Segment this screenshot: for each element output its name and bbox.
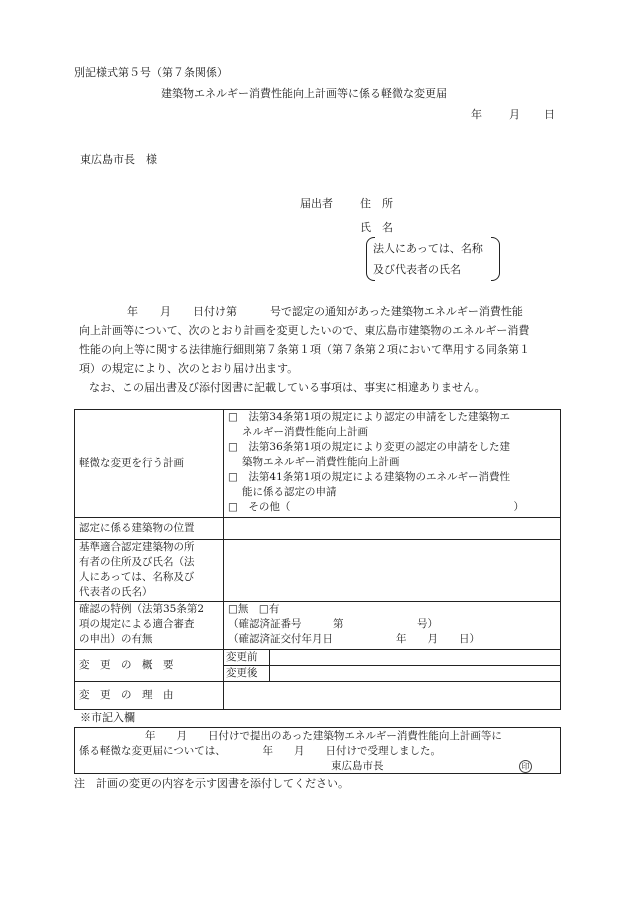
row-location: [75, 518, 561, 540]
name-label: 氏 名: [360, 221, 393, 234]
owner-label: [75, 540, 224, 602]
city-signer: 東広島市長: [331, 760, 384, 772]
footnote: 注 計画の変更の内容を示す図書を添付してください。: [74, 777, 349, 790]
addressee: 東広島市長 様: [80, 153, 157, 166]
city-section-line2: 係る軽微な変更届については、 年 月 日付けで受理しました。: [79, 745, 442, 757]
date-month: 月: [509, 108, 520, 121]
certificate-date: （確認済証交付年月日 年 月 日）: [228, 633, 480, 645]
option-41-cont: 能に係る認定の申請: [242, 486, 337, 498]
notifier-label: 届出者: [300, 197, 333, 210]
reason-label: 変 更 の 理 由: [75, 682, 224, 710]
body-line3: 性能の向上等に関する法律施行細則第７条第１項（第７条第２項において準用する同条第１: [79, 343, 530, 356]
option-other-label: □ その他（: [228, 501, 291, 513]
owner-label-4: 代表者の氏名）: [79, 586, 153, 598]
form-title: 建築物エネルギー消費性能向上計画等に係る軽微な変更届: [161, 87, 447, 100]
certificate-number: （確認済証番号 第 号）: [228, 618, 438, 630]
summary-after-value[interactable]: [270, 666, 561, 682]
city-section-line1: 年 月 日付けで提出のあった建築物エネルギー消費性能向上計画等に: [145, 730, 502, 742]
corp-note-line1: 法人にあっては、名称: [373, 242, 483, 255]
form-reference: 別記様式第５号（第７条関係）: [74, 66, 228, 79]
row-owner: [75, 540, 561, 602]
location-label: 認定に係る建築物の位置: [75, 518, 224, 540]
summary-label: 変 更 の 概 要: [75, 650, 224, 682]
special-label-3: の申出）の有無: [79, 633, 153, 645]
option-other[interactable]: [228, 500, 556, 515]
corp-note-line2: 及び代表者の氏名: [373, 263, 461, 276]
seal-icon: 印: [519, 760, 532, 773]
plan-options: [224, 410, 561, 518]
row-plan: [75, 410, 561, 518]
city-section-box: [74, 727, 561, 774]
special-choice[interactable]: □無 □有: [228, 603, 280, 615]
row-reason: [75, 682, 561, 710]
row-summary-before: [75, 650, 561, 666]
body-line2: 向上計画等について、次のとおり計画を変更したいので、東広島市建築物のエネルギー消費: [79, 324, 530, 337]
date-day: 日: [544, 108, 555, 121]
special-label: [75, 602, 224, 650]
body-paragraph: [79, 302, 559, 397]
special-label-1: 確認の特例（法第35条第2: [79, 603, 205, 615]
summary-after-label: 変更後: [224, 666, 270, 682]
location-value[interactable]: [224, 518, 561, 540]
special-value: [224, 602, 561, 650]
address-label: 住 所: [360, 197, 393, 210]
option-36-cont: 築物エネルギー消費性能向上計画: [242, 456, 400, 468]
option-34[interactable]: □ 法第34条第1項の規定により認定の申請をした建築物エ: [228, 411, 510, 423]
row-special: [75, 602, 561, 650]
owner-label-3: 人にあっては、名称及び: [79, 571, 195, 583]
summary-before-label: 変更前: [224, 650, 270, 666]
special-label-2: 項の規定による適合審査: [79, 618, 195, 630]
option-34-cont: ネルギー消費性能向上計画: [242, 426, 368, 438]
plan-label: 軽微な変更を行う計画: [75, 410, 224, 518]
option-41[interactable]: □ 法第41条第1項の規定による建築物のエネルギー消費性: [228, 471, 510, 483]
body-line5: なお、この届出書及び添付図書に記載している事項は、事実に相違ありません。: [89, 381, 486, 394]
owner-label-2: 有者の住所及び氏名（法: [79, 556, 195, 568]
summary-before-value[interactable]: [270, 650, 561, 666]
body-line1: 年 月 日付け第 号で認定の通知があった建築物エネルギー消費性能: [127, 305, 523, 318]
seal-mark: [519, 759, 532, 773]
option-other-close: ）: [513, 501, 524, 513]
option-36[interactable]: □ 法第36条第1項の規定により変更の認定の申請をした建: [228, 441, 510, 453]
owner-value[interactable]: [224, 540, 561, 602]
reason-value[interactable]: [224, 682, 561, 710]
date-year: 年: [471, 108, 482, 121]
city-section-heading: ※市記入欄: [80, 711, 135, 724]
owner-label-1: 基準適合認定建築物の所: [79, 541, 195, 553]
body-line4: 項）の規定により、次のとおり届け出ます。: [79, 362, 299, 375]
change-details-table: [74, 409, 561, 710]
